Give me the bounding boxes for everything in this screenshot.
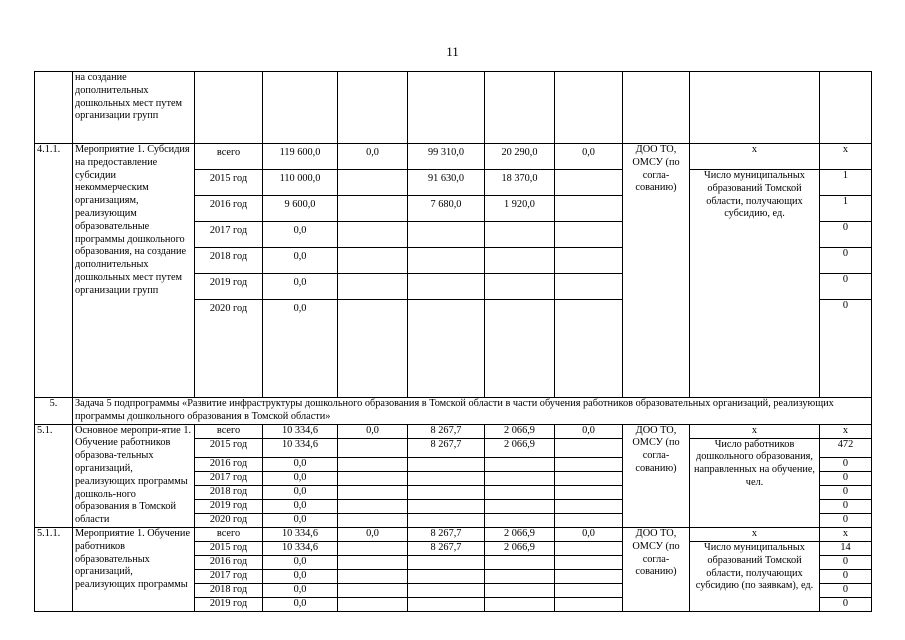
other-cell (555, 555, 623, 569)
year-cell: 2019 год (195, 274, 263, 300)
indicator-value: 0 (820, 499, 872, 513)
event-name: Мероприятие 1. Обучение работников образовательных организаций, реализующих программы (73, 527, 195, 611)
other-cell (555, 196, 623, 222)
indicator-value: 0 (820, 248, 872, 274)
total-cell: 10 334,6 (263, 541, 338, 555)
indicator-value: 0 (820, 471, 872, 485)
regional-cell (408, 513, 485, 527)
task-row (35, 398, 872, 425)
task-title: Задача 5 подпрограммы «Развитие инфраструктуры дошкольного образования в Томской области в части обучения работников образовательных организаций, реализующих программы дошкольного образования в Томской области» (73, 398, 872, 425)
other-cell (555, 457, 623, 471)
indicator-value: 0 (820, 555, 872, 569)
executor-cell: ДОО ТО, ОМСУ (по согла-сованию) (623, 424, 690, 527)
regional-cell (408, 569, 485, 583)
event-name: на создание дополнительных дошкольных мест путем организации групп (73, 72, 195, 144)
local-cell: 2 066,9 (485, 438, 555, 457)
indicator-value: 0 (820, 274, 872, 300)
indicator-cell: Число работников дошкольного образования, направленных на обучение, чел. (690, 438, 820, 527)
local-cell: 20 290,0 (485, 144, 555, 170)
row-number: 5.1. (35, 424, 73, 527)
other-cell (555, 569, 623, 583)
year-cell: 2016 год (195, 555, 263, 569)
regional-cell (408, 300, 485, 398)
indicator-value: 14 (820, 541, 872, 555)
total-cell: 10 334,6 (263, 424, 338, 438)
federal-cell (338, 222, 408, 248)
other-cell (555, 499, 623, 513)
total-cell: 0,0 (263, 274, 338, 300)
page-number: 11 (446, 44, 459, 59)
indicator-cell: х (690, 144, 820, 170)
total-cell: 0,0 (263, 513, 338, 527)
row-number (35, 72, 73, 144)
total-cell: 0,0 (263, 222, 338, 248)
total-cell: 0,0 (263, 583, 338, 597)
federal-cell (338, 170, 408, 196)
federal-cell (338, 485, 408, 499)
indicator-value: 0 (820, 597, 872, 611)
total-cell: 0,0 (263, 555, 338, 569)
regional-cell: 7 680,0 (408, 196, 485, 222)
indicator-cell: х (690, 424, 820, 438)
regional-cell (408, 274, 485, 300)
year-cell: 2015 год (195, 541, 263, 555)
regional-cell (408, 597, 485, 611)
indicator-value: 0 (820, 485, 872, 499)
regional-cell: 99 310,0 (408, 144, 485, 170)
total-cell: 10 334,6 (263, 527, 338, 541)
executor-cell: ДОО ТО, ОМСУ (по согла-сованию) (623, 527, 690, 611)
total-cell: 9 600,0 (263, 196, 338, 222)
federal-cell (338, 541, 408, 555)
table-row (35, 424, 872, 438)
year-cell: всего (195, 144, 263, 170)
federal-cell (338, 513, 408, 527)
local-cell: 2 066,9 (485, 424, 555, 438)
local-cell: 2 066,9 (485, 541, 555, 555)
year-cell: всего (195, 527, 263, 541)
local-cell (485, 555, 555, 569)
federal-cell (338, 597, 408, 611)
local-cell: 18 370,0 (485, 170, 555, 196)
year-cell: 2015 год (195, 438, 263, 457)
total-cell: 0,0 (263, 499, 338, 513)
regional-cell: 8 267,7 (408, 541, 485, 555)
executor-cell: ДОО ТО, ОМСУ (по согла-сованию) (623, 144, 690, 398)
local-cell (485, 457, 555, 471)
regional-cell (408, 222, 485, 248)
regional-cell (408, 457, 485, 471)
year-cell: 2015 год (195, 170, 263, 196)
local-cell: 1 920,0 (485, 196, 555, 222)
total-cell: 0,0 (263, 471, 338, 485)
other-cell (555, 274, 623, 300)
regional-cell: 8 267,7 (408, 527, 485, 541)
federal-cell (338, 300, 408, 398)
regional-cell (408, 555, 485, 569)
year-cell: 2019 год (195, 499, 263, 513)
regional-cell: 8 267,7 (408, 438, 485, 457)
local-cell (485, 300, 555, 398)
total-cell: 0,0 (263, 248, 338, 274)
federal-cell (338, 555, 408, 569)
table-row (35, 72, 872, 144)
row-number: 5.1.1. (35, 527, 73, 611)
local-cell (485, 248, 555, 274)
local-cell (485, 513, 555, 527)
total-cell: 0,0 (263, 569, 338, 583)
other-cell (555, 170, 623, 196)
federal-cell (338, 457, 408, 471)
other-cell (555, 222, 623, 248)
other-cell: 0,0 (555, 144, 623, 170)
year-cell: 2017 год (195, 222, 263, 248)
indicator-value: 472 (820, 438, 872, 457)
table-row (35, 527, 872, 541)
federal-cell (338, 438, 408, 457)
federal-cell (338, 471, 408, 485)
year-cell: 2017 год (195, 471, 263, 485)
other-cell (555, 583, 623, 597)
indicator-cell: х (690, 527, 820, 541)
federal-cell (338, 196, 408, 222)
federal-cell (338, 499, 408, 513)
indicator-value: 1 (820, 196, 872, 222)
other-cell (555, 438, 623, 457)
year-cell: 2018 год (195, 583, 263, 597)
row-number: 5. (35, 398, 73, 425)
event-name: Основное меропри-ятие 1. Обучение работников образова-тельных организаций, реализующих программы дошколь-ного образования в Томской области (73, 424, 195, 527)
total-cell: 10 334,6 (263, 438, 338, 457)
year-cell: 2019 год (195, 597, 263, 611)
indicator-value: 0 (820, 300, 872, 398)
regional-cell (408, 499, 485, 513)
local-cell: 2 066,9 (485, 527, 555, 541)
other-cell (555, 597, 623, 611)
year-cell: всего (195, 424, 263, 438)
total-cell: 0,0 (263, 597, 338, 611)
other-cell: 0,0 (555, 527, 623, 541)
table-row (35, 144, 872, 170)
year-cell: 2016 год (195, 196, 263, 222)
regional-cell (408, 485, 485, 499)
total-cell: 0,0 (263, 485, 338, 499)
local-cell (485, 222, 555, 248)
indicator-value: 1 (820, 170, 872, 196)
indicator-value: х (820, 424, 872, 438)
federal-cell: 0,0 (338, 424, 408, 438)
local-cell (485, 569, 555, 583)
year-cell: 2020 год (195, 513, 263, 527)
other-cell (555, 541, 623, 555)
other-cell (555, 513, 623, 527)
other-cell (555, 471, 623, 485)
regional-cell (408, 471, 485, 485)
other-cell: 0,0 (555, 424, 623, 438)
regional-cell: 91 630,0 (408, 170, 485, 196)
federal-cell (338, 569, 408, 583)
regional-cell: 8 267,7 (408, 424, 485, 438)
indicator-value: 0 (820, 583, 872, 597)
indicator-value: х (820, 144, 872, 170)
regional-cell (408, 583, 485, 597)
indicator-value: 0 (820, 513, 872, 527)
year-cell: 2018 год (195, 248, 263, 274)
indicator-cell: Число муниципальных образований Томской области, получающих субсидию (по заявкам), ед. (690, 541, 820, 611)
local-cell (485, 485, 555, 499)
other-cell (555, 485, 623, 499)
year-cell: 2020 год (195, 300, 263, 398)
indicator-value: 0 (820, 569, 872, 583)
indicator-value: 0 (820, 457, 872, 471)
local-cell (485, 274, 555, 300)
total-cell: 0,0 (263, 457, 338, 471)
federal-cell (338, 248, 408, 274)
local-cell (485, 583, 555, 597)
indicator-value: 0 (820, 222, 872, 248)
total-cell: 110 000,0 (263, 170, 338, 196)
total-cell: 119 600,0 (263, 144, 338, 170)
row-number: 4.1.1. (35, 144, 73, 398)
total-cell: 0,0 (263, 300, 338, 398)
indicator-cell: Число муниципальных образований Томской области, получающих субсидию, ед. (690, 170, 820, 398)
local-cell (485, 471, 555, 485)
program-table (34, 71, 872, 612)
year-cell: 2016 год (195, 457, 263, 471)
event-name: Мероприятие 1. Субсидия на предоставление субсидии некоммерческим организациям, реализующим образовательные программы дошкольного образования, на создание дополнительных дошкольных мест путем организации групп (73, 144, 195, 398)
federal-cell (338, 583, 408, 597)
indicator-value: х (820, 527, 872, 541)
local-cell (485, 499, 555, 513)
other-cell (555, 300, 623, 398)
federal-cell: 0,0 (338, 144, 408, 170)
regional-cell (408, 248, 485, 274)
federal-cell: 0,0 (338, 527, 408, 541)
year-cell: 2018 год (195, 485, 263, 499)
federal-cell (338, 274, 408, 300)
other-cell (555, 248, 623, 274)
local-cell (485, 597, 555, 611)
year-cell: 2017 год (195, 569, 263, 583)
